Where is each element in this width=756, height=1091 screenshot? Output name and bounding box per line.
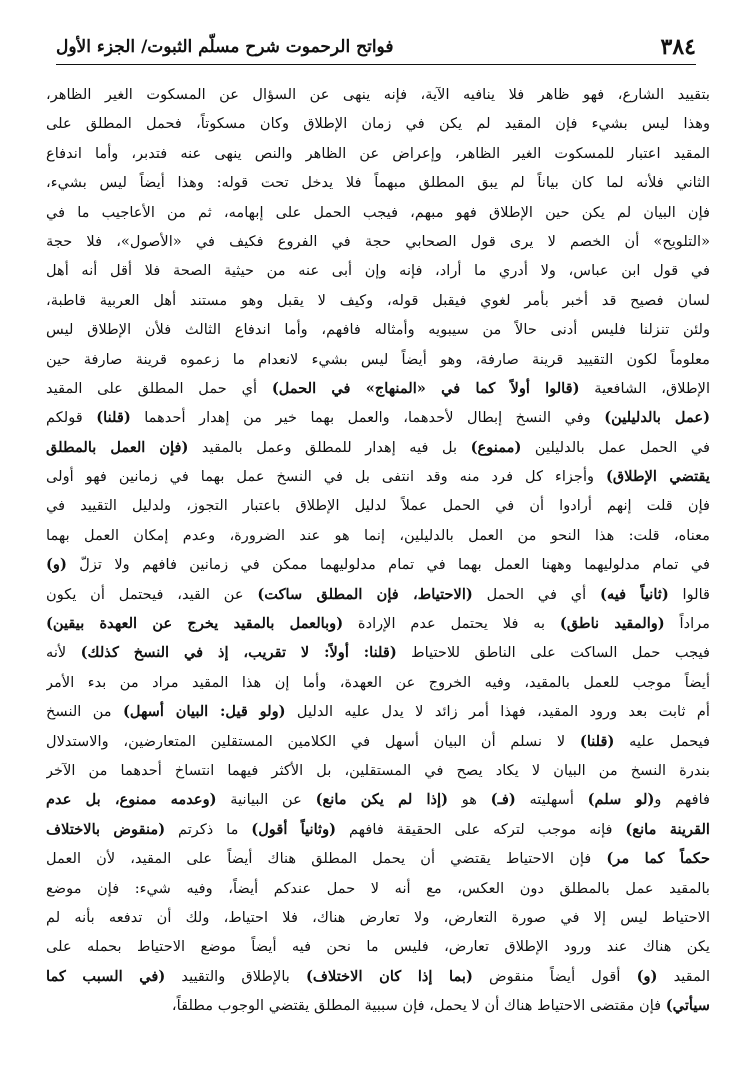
commentary-text: يكن هناك عند ورود الإطلاق تعارض، فليس ما نحن فيه أيضاً موضع الاحتياط بحمله على [46,938,710,956]
matn-text: (وبالعمل بالمقيد يخرج عن العهدة بيقين) [46,615,344,633]
commentary-text: فإن مقتضى الاحتياط هناك أن لا يحمل، فإن سببية المطلق يقتضي الوجوب مطلقاً، [171,997,666,1015]
commentary-text: أم ثابت بعد ورود المقيد، فهذا أمر زائد لا يدل عليه الدليل [285,703,710,721]
matn-text: (وعدمه ممنوع، بل عدم [46,791,217,809]
matn-text: (في السبب كما [46,967,166,985]
text-line [46,609,710,638]
matn-text: (فـ) [490,791,516,809]
matn-text: (قلنا) [96,409,131,427]
text-line [46,844,710,873]
commentary-text: بندرة النسخ من البيان لا يكاد يصح في المستقلين، بل الأكثر فيهما انتساخ أحدهما من الآخر [46,761,710,779]
commentary-text: ولئن تنزلنا فليس أدنى حالاً من سيبويه وأمثاله فافهم، وأما اندفاع الثالث فلأن الإطلاق ليس [46,321,710,339]
text-line [46,315,710,344]
commentary-text: أيضاً موجب للعمل بالمقيد، وفيه الخروج عن العهدة، وأما إن هذا المقيد مراد من بدء الأمر [46,673,710,691]
commentary-text: فيحمل عليه [614,732,710,750]
text-line [46,109,710,138]
commentary-text: قالوا [668,585,710,603]
text-line [46,550,710,579]
body-text [46,80,710,1021]
commentary-text: من النسخ [46,703,123,721]
text-line [46,697,710,726]
commentary-text: لا نسلم أن البيان أسهل في الكلامين المستقلين المتعارضين، والاستدلال [46,732,580,750]
commentary-text: في تمام مدلوليهما وههنا العمل بهما في تمام مدلوليهما ممكن في زمانين فافهم ولا تزلّ [66,556,710,574]
commentary-text: الإطلاق، الشافعية [579,379,710,397]
commentary-text: فافهم و [654,791,710,809]
commentary-text: بل فيه إهدار للمطلق وعمل بالمقيد [188,438,471,456]
matn-text: (فإن العمل بالمطلق [46,438,189,456]
commentary-text: فإن البيان لم يكن حين الإطلاق فهو مبهم، فيجب الحمل على إبهامه، ثم من الأعاجيب ما في [46,203,710,221]
text-line [46,168,710,197]
commentary-text: أقول أيضاً منقوض [472,967,637,985]
text-line [46,580,710,609]
matn-text: (قلنا: أولاً: لا تقريب، إذ في النسخ كذلك) [80,644,397,662]
matn-text: (منقوض بالاختلاف [46,820,166,838]
matn-text: حكماً كما مر) [606,850,710,868]
matn-text: (و) [636,967,658,985]
commentary-text: في قول ابن عباس، ولا أدري ما أراد، فإنه وإن أبى عنه من حيثية الصحة فلا أقل أنه أهل [46,262,710,280]
text-line [46,668,710,697]
commentary-text: بالمقيد عمل بالمطلق دون العكس، مع أنه لا حمل عندكم أيضاً، وفيه شيء: فإن موضع [46,879,710,897]
matn-text: (إذا لم يكن مانع) [315,791,448,809]
commentary-text: قولكم [46,409,97,427]
text-line [46,256,710,285]
matn-text: يقتضي الإطلاق) [606,468,710,486]
commentary-text: معناه، قلت: هذا النحو من العمل بالدليلين، إنما هو عند الضرورة، وعدم إمكان العمل بهما [46,526,710,544]
commentary-text: وهذا ليس بشيء فإن المقيد لم يكن في زمان الإطلاق وكان مسكوتاً، فحمل المطلق على [46,115,710,133]
page-number: ٣٨٤ [660,34,696,60]
text-line [46,521,710,550]
text-line [46,227,710,256]
text-line [46,815,710,844]
text-line [46,991,710,1020]
matn-text: (و) [46,556,67,574]
commentary-text: مراداً [664,615,710,633]
commentary-text: معلوماً لكون التقييد قرينة صارفة، وهو أيضاً ليس بشيء لانعدام ما زعموه قرينة صارفة حين [46,350,710,368]
commentary-text: وأجزاء كل فرد منه وقد انتفى بل في النسخ عمل بهما في زمانين فهو أولى [46,468,607,486]
text-line [46,727,710,756]
matn-text: (لو سلم) [587,791,655,809]
text-line [46,403,710,432]
text-line [46,874,710,903]
text-line [46,286,710,315]
commentary-text: أي في الحمل [472,585,601,603]
commentary-text: ما ذكرتم [165,820,252,838]
text-line [46,345,710,374]
commentary-text: فإن قلت إنهم أرادوا أن في الحمل عملاً لدليل الإطلاق باعتبار التجوز، ولدليل التقييد في [46,497,710,515]
matn-text: (قالوا أولاً كما في «المنهاج» في الحمل) [271,379,580,397]
commentary-text: أسهليته [515,791,588,809]
matn-text: (وثانياً أقول) [251,820,337,838]
commentary-text: المقيد اعتبار للمسكوت الغير الظاهر، وإعراض عن الظاهر والنص ينهى عنه فتدبر، وأما اندفاع [46,144,710,162]
commentary-text: الثاني فلأنه لما كان بياناً لم يبق المطلق مبهماً فلا يدخل تحت قوله: وهذا أيضاً ليس بشيء، [46,174,710,192]
text-line [46,756,710,785]
commentary-text: به فلا يحتمل عدم الإرادة [343,615,560,633]
text-line [46,932,710,961]
commentary-text: المقيد [657,967,710,985]
commentary-text: في الحمل عمل بالدليلين [521,438,710,456]
commentary-text: فإن الاحتياط يقتضي أن يحمل المطلق هناك أيضاً على المقيد، لأن العمل [46,850,607,868]
commentary-text: أي حمل المطلق على المقيد [46,379,272,397]
commentary-text: بالإطلاق والتقييد [165,967,306,985]
page-header [56,30,696,65]
text-line [46,433,710,462]
running-title: فواتح الرحموت شرح مسلّم الثبوت/ الجزء الأول [56,37,394,57]
commentary-text: فيجب حمل الساكت على الناطق للاحتياط [396,644,710,662]
text-line [46,638,710,667]
matn-text: سيأتي) [665,997,710,1015]
commentary-text: بتقييد الشارع، فهو ظاهر فلا ينافيه الآية، فإنه ينهى عن السؤال عن المسكوت الغير الظاهر، [46,86,710,103]
commentary-text: وفي النسخ إبطال لأحدهما، والعمل بهما خير من إهدار أحدهما [130,409,605,427]
matn-text: (الاحتياط، فإن المطلق ساكت) [257,585,473,603]
commentary-text: هو [448,791,491,809]
matn-text: (والمقيد ناطق) [559,615,665,633]
text-line [46,139,710,168]
matn-text: القرينة مانع) [625,820,710,838]
matn-text: (قلنا) [579,732,615,750]
matn-text: (ممنوع) [470,438,522,456]
text-line [46,80,710,109]
commentary-text: «التلويح» أن الخصم لا يرى قول الصحابي حجة في الفروع فكيف في «الأصول»، فلا حجة [46,232,710,250]
matn-text: (بما إذا كان الاختلاف) [306,967,473,985]
text-line [46,785,710,814]
matn-text: (ولو قيل: البيان أسهل) [122,703,286,721]
commentary-text: عن القيد، فيحتمل أن يكون [46,585,258,603]
text-line [46,491,710,520]
matn-text: (ثانياً فيه) [600,585,669,603]
text-line [46,198,710,227]
commentary-text: فإنه موجب لتركه على الحقيقة فافهم [336,820,626,838]
commentary-text: لأنه [46,644,81,662]
text-line [46,462,710,491]
text-line [46,962,710,991]
text-line [46,903,710,932]
commentary-text: لسان فصيح قد أخبر بأمر لغوي فيقبل قوله، وكيف لا يقبل وهو مستند أهل العربية قاطبة، [46,291,710,309]
matn-text: (عمل بالدليلين) [604,409,710,427]
commentary-text: عن البيانية [216,791,316,809]
commentary-text: الاحتياط ليس إلا في صورة التعارض، ولا تعارض هناك، فلا احتياط، ولك أن تدفعه بأنه لم [46,908,710,926]
text-line [46,374,710,403]
